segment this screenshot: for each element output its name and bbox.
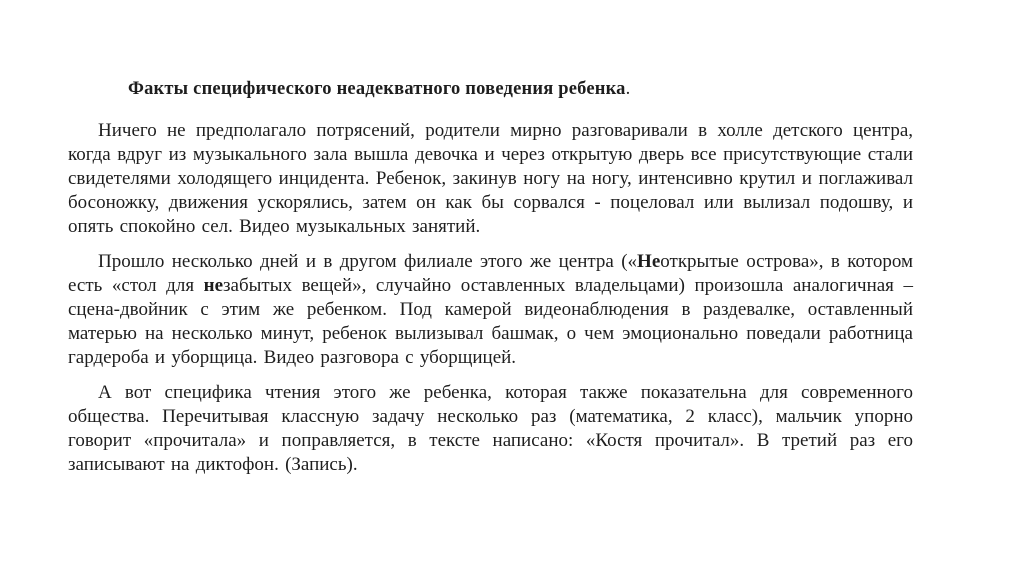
paragraph-incident: Ничего не предполагало потрясений, родители мирно разговаривали в холле детского центра, когда вдруг из музыкального зала вышла девочка и через открытую дверь все присутствующие стали свидетелями холодящего инцидента. Ребенок, закинув ногу на ногу, интенсивно крутил и поглаживал босоножку, движения ускорялись, затем он как бы сорвался - поцеловал или вылизал подошву, и опять спокойно сел. Видео музыкальных занятий. [68, 120, 913, 237]
document-title-period: . [625, 79, 631, 99]
paragraph-second-incident-segment-3: забытых вещей», случайно оставленных владельцами) произошла аналогичная – сцена-двойник с этим же ребенком. Под камерой видеонаблюдения в раздевалке, оставленный матерью на несколько минут, ребенок вылизывал башмак, о чем эмоционально поведали работница гардероба и уборщица. Видео разговора с уборщицей. [68, 275, 913, 368]
document-title-text: Факты специфического неадекватного поведения ребенка [128, 79, 626, 99]
document-title [68, 76, 913, 102]
paragraph-second-incident-bold-2: не [203, 275, 224, 296]
paragraph-reading: А вот специфика чтения этого же ребенка, которая также показательна для современного общества. Перечитывая классную задачу несколько раз (математика, 2 класс), мальчик упорно говорит «прочитала» и поправляется, в тексте написано: «Костя прочитал». В третий раз его записывают на диктофон. (Запись). [68, 382, 913, 475]
paragraph-second-incident [68, 250, 913, 370]
document-page [68, 0, 913, 488]
paragraph-second-incident-bold-1: Не [637, 251, 661, 272]
paragraph-second-incident-segment-2: открытые острова», в котором есть «стол для [68, 251, 913, 296]
paragraph-second-incident-segment-1: Прошло несколько дней и в другом филиале этого же центра (« [98, 251, 638, 272]
